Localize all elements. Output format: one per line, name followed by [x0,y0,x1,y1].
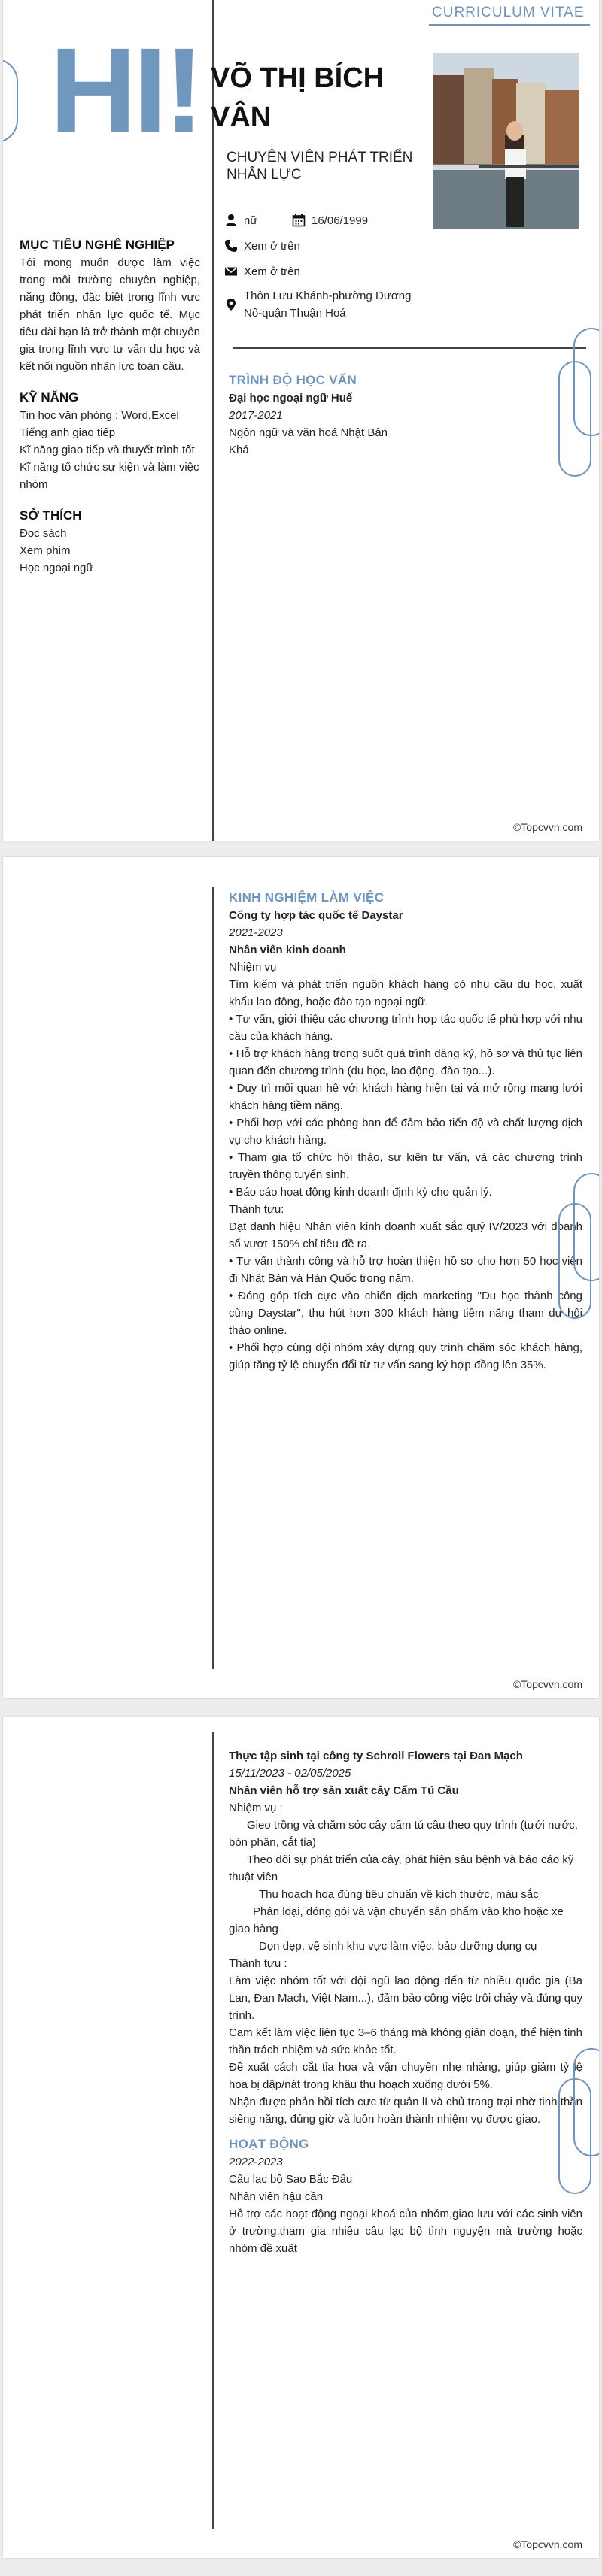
activities-title: HOẠT ĐỘNG [229,2137,309,2151]
education-major: Ngôn ngữ và văn hoá Nhật Bản [229,426,388,439]
skills-title: KỸ NĂNG [20,390,79,405]
activity-club: Câu lạc bộ Sao Bắc Đẩu [229,2173,353,2186]
job1-company: Công ty hợp tác quốc tế Daystar [229,909,403,922]
job1-duties-label: Nhiệm vụ [229,961,277,974]
skill-item: Kĩ năng giao tiếp và thuyết trình tốt [20,444,195,456]
education-title: TRÌNH ĐỘ HỌC VẤN [229,373,357,387]
hi-graphic: HI! [50,23,202,157]
job2-achievement: Đề xuất cách cắt tỉa hoa và vận chuyển nhẹ nhàng, giúp giảm tỷ lệ hoa bị dập/nát trong khâu thu hoạch xuống dưới 5%. [229,2061,582,2091]
date-of-birth: 16/06/1999 [312,214,369,227]
hobbies-list [20,525,200,577]
decorative-clip [558,1203,591,1319]
divider-vertical [212,887,214,1669]
job2-period: 15/11/2023 - 02/05/2025 [229,1767,351,1780]
skill-item: Tiếng anh giao tiếp [20,426,116,439]
job1-achievements-label: Thành tựu: [229,1203,284,1216]
education-grade: Khá [229,444,249,456]
address-value: Thôn Lưu Khánh-phường Dương Nổ-quận Thuận Hoá [244,289,412,320]
job2-achievement: Nhận được phản hồi tích cực từ quản lí và chủ trang trại nhờ tinh thần siêng năng, đúng giờ và luôn hoàn thành nhiệm vụ được giao. [229,2096,582,2126]
email-row [224,260,427,283]
location-pin-icon [224,298,238,311]
footer-credit: ©Topcvvn.com [512,2538,582,2550]
job1-role: Nhân viên kinh doanh [229,944,346,956]
objective-text: Tôi mong muốn được làm việc trong môi trường chuyên nghiệp, năng động, đặc biệt trong lĩnh vực phát triển nhân lực quốc tế. Mục tiêu dài hạn là trở thành một chuyên gia trong lĩnh vực tư vấn du học và kết nối nguồn nhân lực toàn cầu. [20,256,200,373]
job1-duty: • Hỗ trợ khách hàng trong suốt quá trình đăng ký, hồ sơ và thủ tục liên quan đến chương trình (du học, lao động, đào tạo...). [229,1047,582,1077]
job1-achievement: • Phối hợp cùng đội nhóm xây dựng quy trình chăm sóc khách hàng, giúp tăng tỷ lệ chuyển đổi từ tư vấn sang ký hợp đồng lên 35%. [229,1341,582,1371]
experience-title: KINH NGHIỆM LÀM VIỆC [229,890,385,905]
job1-duty: Tìm kiếm và phát triển nguồn khách hàng có nhu cầu du học, xuất khẩu lao động, hoặc đào tạo ngoại ngữ. [229,978,582,1008]
activity-description: Hỗ trợ các hoạt động ngoại khoá của nhóm,giao lưu với các sinh viên ở trường,tham gia nhiều câu lạc bộ tình nguyện mà trường hoặc nhóm đề xuất [229,2208,582,2255]
header-divider [233,347,586,349]
job2-company: Thực tập sinh tại công ty Schroll Flowers tại Đan Mạch [229,1750,523,1762]
activity-role: Nhân viên hậu cần [229,2190,324,2203]
job1-duty: • Tư vấn, giới thiệu các chương trình hợp tác quốc tế phù hợp với nhu cầu của khách hàng. [229,1013,582,1043]
job2-role: Nhân viên hỗ trợ sản xuất cây Cẩm Tú Cầu [229,1784,459,1797]
job1-achievement: • Đóng góp tích cực vào chiến dịch marketing "Du học thành công cùng Daystar", thu hút hơn 300 khách hàng tiềm năng tham dự hội thảo online. [229,1290,582,1337]
footer-credit: ©Topcvvn.com [512,821,582,833]
job2-duty: Theo dõi sự phát triển của cây, phát hiện sâu bệnh và báo cáo kỹ thuật viên [229,1853,574,1884]
hobbies-title: SỞ THÍCH [20,508,82,523]
job2-duties-label: Nhiệm vụ : [229,1802,283,1814]
divider-vertical [212,1732,214,2529]
photo-svg [433,53,579,229]
hobby-item: Đọc sách [20,527,67,540]
skill-item: Kĩ năng tổ chức sự kiện và làm việc nhóm [20,461,199,491]
cv-label: CURRICULUM VITAE [432,5,585,20]
decorative-clip [558,361,591,477]
hobby-item: Học ngoại ngữ [20,562,94,574]
job1-achievement: Đạt danh hiệu Nhân viên kinh doanh xuất sắc quý IV/2023 với doanh số vượt 150% chỉ tiêu đề ra. [229,1220,582,1250]
decorative-clip [558,2078,591,2194]
skills-list [20,407,200,493]
job2-duty: Thu hoạch hoa đúng tiêu chuẩn về kích thước, màu sắc [259,1888,539,1901]
phone-icon [224,239,238,253]
full-name: VÕ THỊ BÍCH VÂN [211,62,385,133]
phone-row [224,235,427,257]
left-column [20,238,200,577]
job2-achievement: Làm việc nhóm tốt với đội ngũ lao động đến từ nhiều quốc gia (Ba Lan, Đan Mạch, Việt Nam...), đảm bảo công việc trôi chảy và đúng quy trình. [229,1974,582,2022]
job2-duty: Gieo trồng và chăm sóc cây cẩm tú cầu theo quy trình (tưới nước, bón phân, cắt tỉa) [229,1819,578,1849]
job1-duty: • Báo cáo hoạt động kinh doanh định kỳ cho quản lý. [229,1186,492,1199]
experience-continued [229,1747,582,2257]
job2-achievements-label: Thành tựu : [229,1957,287,1970]
decorative-arc-left [3,59,18,143]
contact-info [224,209,427,322]
education-school: Đại học ngoại ngữ Huế [229,392,353,405]
skill-item: Tin học văn phòng : Word,Excel [20,409,179,422]
cv-label-underline [429,24,590,26]
job2-duty: Phân loại, đóng gói và vận chuyển sản phẩm vào kho hoặc xe giao hàng [229,1905,564,1935]
job1-duty: • Phối hợp với các phòng ban để đảm bảo tiến độ và chất lượng dịch vụ cho khách hàng. [229,1117,582,1147]
profile-photo [433,53,579,229]
education-section [229,373,582,459]
activity-period: 2022-2023 [229,2156,283,2168]
calendar-icon [292,214,306,227]
person-icon [224,214,238,227]
cv-page-1 [3,0,599,841]
address-row [224,287,427,322]
cv-page-2 [3,857,599,1698]
footer-credit: ©Topcvvn.com [512,1678,582,1690]
cv-page-3 [3,1717,599,2558]
experience-section [229,890,582,1374]
envelope-icon [224,265,238,278]
job1-duty: • Duy trì mối quan hệ với khách hàng hiện tại và mở rộng mạng lưới khách hàng tiềm năng. [229,1082,582,1112]
education-years: 2017-2021 [229,409,283,422]
job1-period: 2021-2023 [229,926,283,939]
email-value: Xem ở trên [244,265,300,278]
objective-title: MỤC TIÊU NGHỀ NGHIỆP [20,238,175,252]
phone-value: Xem ở trên [244,239,300,253]
job-title: CHUYÊN VIÊN PHÁT TRIỂN NHÂN LỰC [227,150,413,183]
gender: nữ [244,214,258,227]
hobby-item: Xem phim [20,544,71,557]
job1-achievement: • Tư vấn thành công và hỗ trợ hoàn thiện hồ sơ cho hơn 50 học viên đi Nhật Bản và Hàn Quốc trong năm. [229,1255,582,1285]
gender-dob-row [224,209,427,232]
job2-duty: Dọn dẹp, vệ sinh khu vực làm việc, bảo dưỡng dụng cụ [259,1940,537,1953]
job2-achievement: Cam kết làm việc liên tục 3–6 tháng mà không gián đoạn, thể hiện tinh thần trách nhiệm và sức khỏe tốt. [229,2026,582,2056]
job1-duty: • Tham gia tổ chức hội thảo, sự kiện tư vấn, và các chương trình truyền thông tuyển sinh. [229,1151,582,1181]
